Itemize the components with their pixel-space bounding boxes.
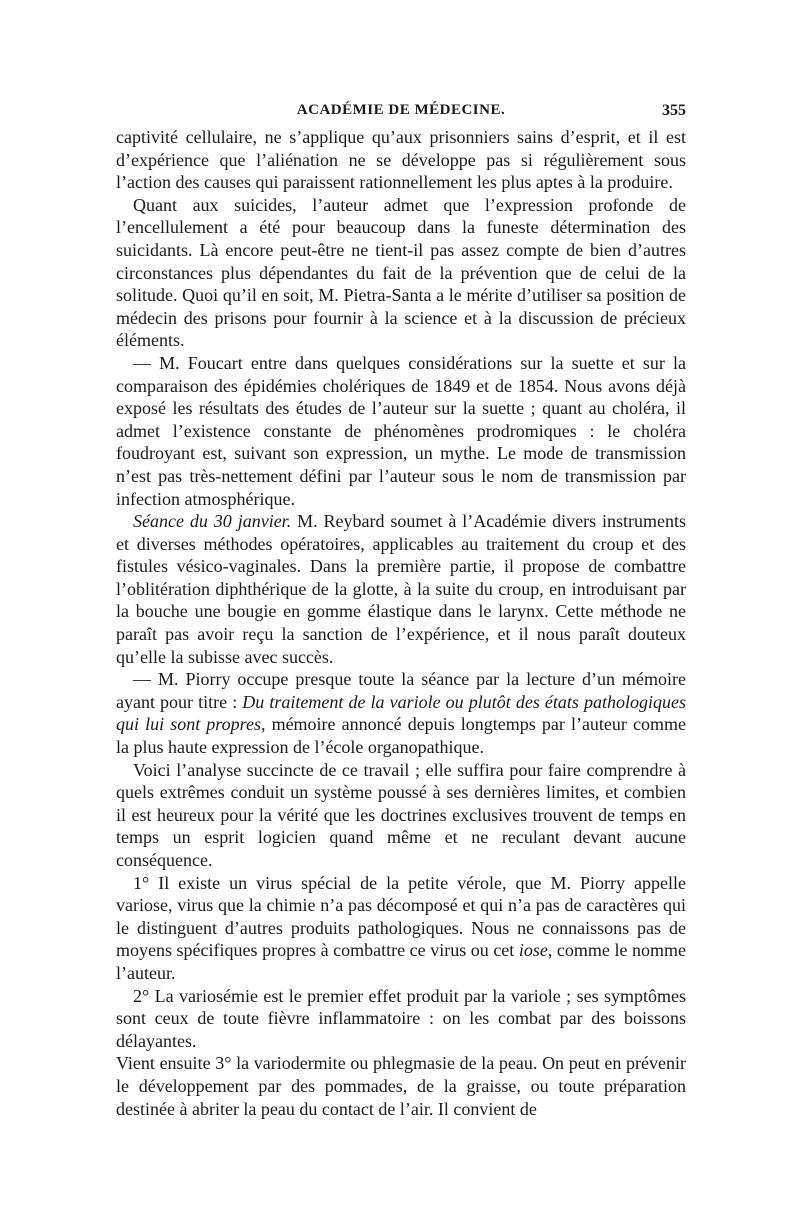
page-body [116, 126, 686, 1120]
paragraph-text: Voici l’analyse succincte de ce travail ; elle suffira pour faire comprendre à quels extrêmes conduit un système poussé à ses dernières limites, et combien il est heureux pour la vérité que les doctrines exclusives trouvent de temps en temps un esprit logicien quand même et ne reculant devant aucune conséquence. [116, 759, 686, 870]
session-date: Séance du 30 janvier. [133, 511, 292, 532]
paragraph-text: Vient ensuite 3° la variodermite ou phlegmasie de la peau. On peut en prévenir le développement par des pommades, de la graisse, ou toute préparation destinée à abriter la peau du contact de l’air. Il convient de [116, 1053, 686, 1119]
paragraph-text: M. Reybard soumet à l’Académie divers instruments et diverses méthodes opératoires, applicables au traitement du croup et des fistules vésico-vaginales. Dans la première partie, il propose de combattre l’oblitération diphthérique de la glotte, à la suite du croup, en introduisant par la bouche une bougie en gomme élastique dans le larynx. Cette méthode ne paraît pas avoir reçu la sanction de l’expérience, et il nous paraît douteux qu’elle la subisse avec succès. [116, 511, 686, 667]
running-title: ACADÉMIE DE MÉDECINE. [296, 102, 506, 118]
paragraph [116, 352, 686, 510]
book-page [116, 96, 686, 1120]
paragraph-text: — M. Foucart entre dans quelques considérations sur la suette et sur la comparaison des épidémies cholériques de 1849 et de 1854. Nous avons déjà exposé les résultats des études de l’auteur sur la suette ; quant au choléra, il admet l’existence constante de phénomènes prodromiques : le choléra foudroyant est, suivant son expression, un mythe. Le mode de transmission n’est pas très-nettement défini par l’auteur sous le nom de transmission par infection atmosphérique. [116, 352, 686, 509]
paragraph-text: , comme le nomme l’auteur. [116, 940, 686, 983]
running-header [116, 96, 686, 126]
paragraph-text: captivité cellulaire, ne s’applique qu’aux prisonniers sains d’esprit, et il est d’expérience que l’aliénation ne se développe pas si régulièrement sous l’action des causes qui paraissent rationnellement les plus aptes à la produire. [116, 127, 686, 193]
paragraph [116, 1052, 686, 1120]
paragraph [116, 668, 686, 758]
paragraph-text: mémoire annoncé depuis longtemps par l’auteur comme la plus haute expression de l’école organopathique. [116, 714, 686, 758]
paragraph [116, 510, 686, 668]
page-number: 355 [662, 102, 686, 119]
paragraph [116, 194, 686, 352]
paragraph [116, 126, 686, 194]
paragraph [116, 872, 686, 985]
memoir-title: Du traitement de la variole ou plutôt des états pathologiques qui lui sont propres, [116, 691, 686, 735]
paragraph [116, 759, 686, 872]
paragraph-text: 2° La variosémie est le premier effet produit par la variole ; ses symptômes sont ceux de toute fièvre inflammatoire : on les combat par des boissons délayantes. [116, 985, 686, 1051]
paragraph-text: Quant aux suicides, l’auteur admet que l’expression profonde de l’encellulement a été pour beaucoup dans la funeste détermination des suicidants. Là encore peut-être ne tient-il pas assez compte de bien d’autres circonstances plus dépendantes du fait de la prévention que de celui de la solitude. Quoi qu’il en soit, M. Pietra-Santa a le mérite d’utiliser sa position de médecin des prisons pour fournir à la science et à la discussion de précieux éléments. [116, 194, 686, 351]
paragraph [116, 985, 686, 1053]
italic-term: iose [518, 940, 548, 961]
paragraph-text: — M. Piorry occupe presque toute la séance par la lecture d’un mémoire ayant pour titre : [116, 669, 686, 712]
paragraph-text: 1° Il existe un virus spécial de la petite vérole, que M. Piorry appelle variose, virus que la chimie n’a pas décomposé et qui n’a pas de caractères qui le distinguent d’autres produits pathologiques. Nous ne connaissons pas de moyens spécifiques propres à combattre ce virus ou cet [116, 872, 686, 961]
